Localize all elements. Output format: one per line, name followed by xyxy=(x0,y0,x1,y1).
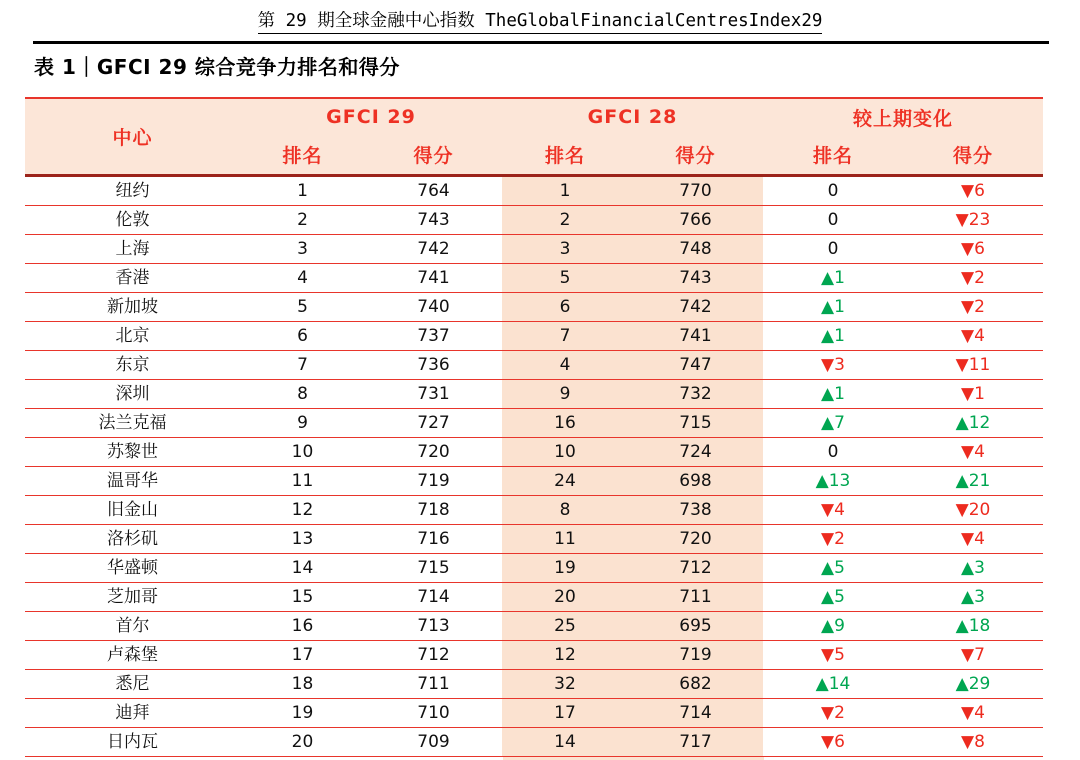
cell-gfci28-score: 732 xyxy=(628,380,763,408)
header-gfci29-group: GFCI 29 xyxy=(326,106,416,128)
cell-gfci29-score: 712 xyxy=(417,644,450,665)
cell-gfci29-rank: 6 xyxy=(297,325,308,346)
cell-gfci29-score: 720 xyxy=(417,441,450,462)
cell-gfci29-rank: 7 xyxy=(297,354,308,375)
cell-gfci29-score: 713 xyxy=(417,615,450,636)
cell-gfci28-rank: 10 xyxy=(502,438,628,466)
cell-score-change: ▼6 xyxy=(961,238,985,259)
cell-gfci29-score: 743 xyxy=(417,209,450,230)
cell-gfci29-score: 719 xyxy=(417,470,450,491)
cell-city: 温哥华 xyxy=(107,470,158,491)
cell-score-change: ▲3 xyxy=(961,586,985,607)
cell-gfci29-score: 714 xyxy=(417,586,450,607)
cell-score-change: ▼1 xyxy=(961,383,985,404)
table-row xyxy=(25,554,1043,583)
cell-gfci29-score: 742 xyxy=(417,238,450,259)
table-row xyxy=(25,235,1043,264)
cell-city: 北京 xyxy=(115,325,150,346)
cell-gfci28-rank: 19 xyxy=(502,554,628,582)
cell-gfci29-rank: 12 xyxy=(291,499,314,520)
header-gfci29-rank: 排名 xyxy=(282,145,323,167)
table-row xyxy=(25,351,1043,380)
cell-gfci28-score: 724 xyxy=(628,438,763,466)
table-row xyxy=(25,177,1043,206)
cell-score-change: ▼4 xyxy=(961,702,985,723)
cell-score-change: ▼8 xyxy=(961,731,985,752)
table-row xyxy=(25,525,1043,554)
cell-gfci28-score: 748 xyxy=(628,235,763,263)
cell-rank-change: ▲1 xyxy=(821,325,845,346)
cell-gfci28-score: 743 xyxy=(628,264,763,292)
gfci-ranking-table xyxy=(25,97,1043,760)
table-row xyxy=(25,670,1043,699)
cell-gfci28-rank: 24 xyxy=(502,467,628,495)
cell-city: 悉尼 xyxy=(115,673,150,694)
cell-gfci28-score: 719 xyxy=(628,641,763,669)
cell-gfci29-score: 709 xyxy=(417,731,450,752)
cell-rank-change: ▼3 xyxy=(821,354,845,375)
cell-gfci28-rank: 5 xyxy=(502,264,628,292)
cell-gfci28-score: 770 xyxy=(628,177,763,205)
cell-score-change: ▲21 xyxy=(955,470,991,491)
cell-gfci28-rank: 12 xyxy=(502,641,628,669)
cell-gfci28-rank: 1 xyxy=(502,177,628,205)
cell-gfci29-score: 727 xyxy=(417,412,450,433)
cell-gfci29-rank: 15 xyxy=(291,586,314,607)
cell-score-change: ▼2 xyxy=(961,267,985,288)
cell-gfci29-rank: 14 xyxy=(291,557,314,578)
cell-rank-change: ▲14 xyxy=(815,673,851,694)
cell-score-change: ▼4 xyxy=(961,441,985,462)
cell-gfci28-score: 682 xyxy=(628,670,763,698)
cell-rank-change: 0 xyxy=(827,441,839,462)
table-row xyxy=(25,322,1043,351)
cell-rank-change: ▲1 xyxy=(821,383,845,404)
cell-score-change: ▲3 xyxy=(961,557,985,578)
cell-gfci28-rank: 32 xyxy=(502,670,628,698)
cell-gfci29-rank: 13 xyxy=(291,528,314,549)
cell-gfci29-rank: 3 xyxy=(297,238,308,259)
cell-gfci29-rank: 19 xyxy=(291,702,314,723)
cell-score-change: ▼2 xyxy=(961,296,985,317)
table-body xyxy=(25,177,1043,757)
cell-city: 华盛顿 xyxy=(107,557,158,578)
cell-gfci28-rank: 14 xyxy=(502,728,628,756)
table-row xyxy=(25,409,1043,438)
cell-gfci28-score: 742 xyxy=(628,293,763,321)
cell-gfci28-score: 720 xyxy=(628,525,763,553)
table-row xyxy=(25,496,1043,525)
document-title-text: 第 29 期全球金融中心指数 TheGlobalFinancialCentresIndex29 xyxy=(258,11,823,34)
title-divider-rule xyxy=(33,41,1049,44)
table-row xyxy=(25,380,1043,409)
cell-gfci29-score: 716 xyxy=(417,528,450,549)
cell-gfci29-score: 737 xyxy=(417,325,450,346)
table-row xyxy=(25,641,1043,670)
cell-gfci29-score: 710 xyxy=(417,702,450,723)
document-title xyxy=(0,7,1080,32)
cell-gfci29-rank: 18 xyxy=(291,673,314,694)
cell-city: 深圳 xyxy=(115,383,150,404)
cell-rank-change: ▲13 xyxy=(815,470,851,491)
cell-rank-change: ▼2 xyxy=(821,528,845,549)
cell-city: 卢森堡 xyxy=(107,644,158,665)
cell-gfci28-score: 738 xyxy=(628,496,763,524)
cell-gfci28-rank: 20 xyxy=(502,583,628,611)
cell-gfci29-rank: 17 xyxy=(291,644,314,665)
table-row xyxy=(25,699,1043,728)
cell-city: 伦敦 xyxy=(115,209,150,230)
cell-gfci29-score: 764 xyxy=(417,180,450,201)
cell-rank-change: ▼6 xyxy=(821,731,845,752)
cell-gfci28-score: 747 xyxy=(628,351,763,379)
cell-city: 东京 xyxy=(115,354,150,375)
header-gfci29-score: 得分 xyxy=(413,145,454,167)
cell-gfci28-rank: 16 xyxy=(502,409,628,437)
cell-gfci29-rank: 10 xyxy=(291,441,314,462)
header-gfci28-rank: 排名 xyxy=(544,145,585,167)
header-change-score: 得分 xyxy=(952,145,993,167)
cell-score-change: ▲12 xyxy=(955,412,991,433)
cell-score-change: ▼7 xyxy=(961,644,985,665)
cell-gfci29-rank: 16 xyxy=(291,615,314,636)
cell-score-change: ▼11 xyxy=(955,354,991,375)
cell-gfci29-score: 715 xyxy=(417,557,450,578)
table-row xyxy=(25,293,1043,322)
table-header xyxy=(25,97,1043,177)
cell-city: 法兰克福 xyxy=(98,412,167,433)
table-caption: 表 1｜GFCI 29 综合竞争力排名和得分 xyxy=(34,55,400,79)
cell-gfci28-rank: 9 xyxy=(502,380,628,408)
cell-gfci29-score: 711 xyxy=(417,673,450,694)
cell-gfci29-score: 731 xyxy=(417,383,450,404)
cell-rank-change: ▼5 xyxy=(821,644,845,665)
cell-gfci28-rank: 6 xyxy=(502,293,628,321)
table-row xyxy=(25,467,1043,496)
cell-gfci29-score: 740 xyxy=(417,296,450,317)
cell-gfci28-rank: 11 xyxy=(502,525,628,553)
cell-gfci29-score: 736 xyxy=(417,354,450,375)
cell-rank-change: 0 xyxy=(827,238,839,259)
cell-city: 迪拜 xyxy=(115,702,150,723)
cell-rank-change: ▲5 xyxy=(821,586,845,607)
cell-gfci28-score: 711 xyxy=(628,583,763,611)
cell-rank-change: 0 xyxy=(827,209,839,230)
cell-gfci29-rank: 4 xyxy=(297,267,308,288)
table-row xyxy=(25,264,1043,293)
header-gfci28-group: GFCI 28 xyxy=(587,106,678,128)
cell-score-change: ▲18 xyxy=(955,615,991,636)
cell-gfci29-rank: 9 xyxy=(297,412,308,433)
cell-gfci28-rank: 3 xyxy=(502,235,628,263)
cell-score-change: ▼6 xyxy=(961,180,985,201)
cell-gfci28-rank: 4 xyxy=(502,351,628,379)
cell-city: 旧金山 xyxy=(107,499,158,520)
cell-city: 上海 xyxy=(115,238,150,259)
cell-score-change: ▼20 xyxy=(955,499,991,520)
cell-gfci28-score: 766 xyxy=(628,206,763,234)
header-change-rank: 排名 xyxy=(812,145,853,167)
cell-city: 洛杉矶 xyxy=(107,528,158,549)
cell-gfci28-score: 717 xyxy=(628,728,763,756)
cell-rank-change: ▲9 xyxy=(821,615,845,636)
cell-rank-change: ▲7 xyxy=(821,412,845,433)
cell-rank-change: ▲5 xyxy=(821,557,845,578)
cell-gfci29-rank: 1 xyxy=(297,180,308,201)
table-row xyxy=(25,206,1043,235)
cell-city: 纽约 xyxy=(115,180,150,201)
cell-gfci29-rank: 20 xyxy=(291,731,314,752)
header-centre: 中心 xyxy=(112,127,153,149)
cell-gfci28-score: 712 xyxy=(628,554,763,582)
cell-gfci29-rank: 11 xyxy=(291,470,314,491)
cell-score-change: ▼23 xyxy=(955,209,991,230)
table-row xyxy=(25,438,1043,467)
cell-gfci28-rank: 25 xyxy=(502,612,628,640)
cell-gfci28-score: 695 xyxy=(628,612,763,640)
cell-rank-change: ▼2 xyxy=(821,702,845,723)
cell-score-change: ▼4 xyxy=(961,325,985,346)
cell-city: 日内瓦 xyxy=(107,731,158,752)
cell-rank-change: ▼4 xyxy=(821,499,845,520)
table-row xyxy=(25,612,1043,641)
cell-rank-change: ▲1 xyxy=(821,296,845,317)
table-row xyxy=(25,728,1043,757)
cell-gfci29-score: 741 xyxy=(417,267,450,288)
cell-gfci29-rank: 2 xyxy=(297,209,308,230)
cell-gfci29-rank: 8 xyxy=(297,383,308,404)
cell-gfci28-score: 714 xyxy=(628,699,763,727)
cell-gfci28-rank: 8 xyxy=(502,496,628,524)
cell-gfci28-score: 698 xyxy=(628,467,763,495)
cell-score-change: ▼4 xyxy=(961,528,985,549)
header-gfci28-score: 得分 xyxy=(675,145,716,167)
cell-gfci28-rank: 17 xyxy=(502,699,628,727)
cell-gfci28-score: 741 xyxy=(628,322,763,350)
cell-gfci28-rank: 7 xyxy=(502,322,628,350)
cell-gfci29-rank: 5 xyxy=(297,296,308,317)
cell-gfci29-score: 718 xyxy=(417,499,450,520)
cell-gfci28-score: 715 xyxy=(628,409,763,437)
cell-city: 首尔 xyxy=(115,615,150,636)
cell-score-change: ▲29 xyxy=(955,673,991,694)
cell-gfci28-rank: 2 xyxy=(502,206,628,234)
cell-city: 苏黎世 xyxy=(107,441,158,462)
cell-city: 香港 xyxy=(115,267,150,288)
table-row xyxy=(25,583,1043,612)
cell-city: 新加坡 xyxy=(107,296,158,317)
header-change-group: 较上期变化 xyxy=(852,107,953,130)
cell-rank-change: ▲1 xyxy=(821,267,845,288)
cell-rank-change: 0 xyxy=(827,180,839,201)
cell-city: 芝加哥 xyxy=(107,586,158,607)
